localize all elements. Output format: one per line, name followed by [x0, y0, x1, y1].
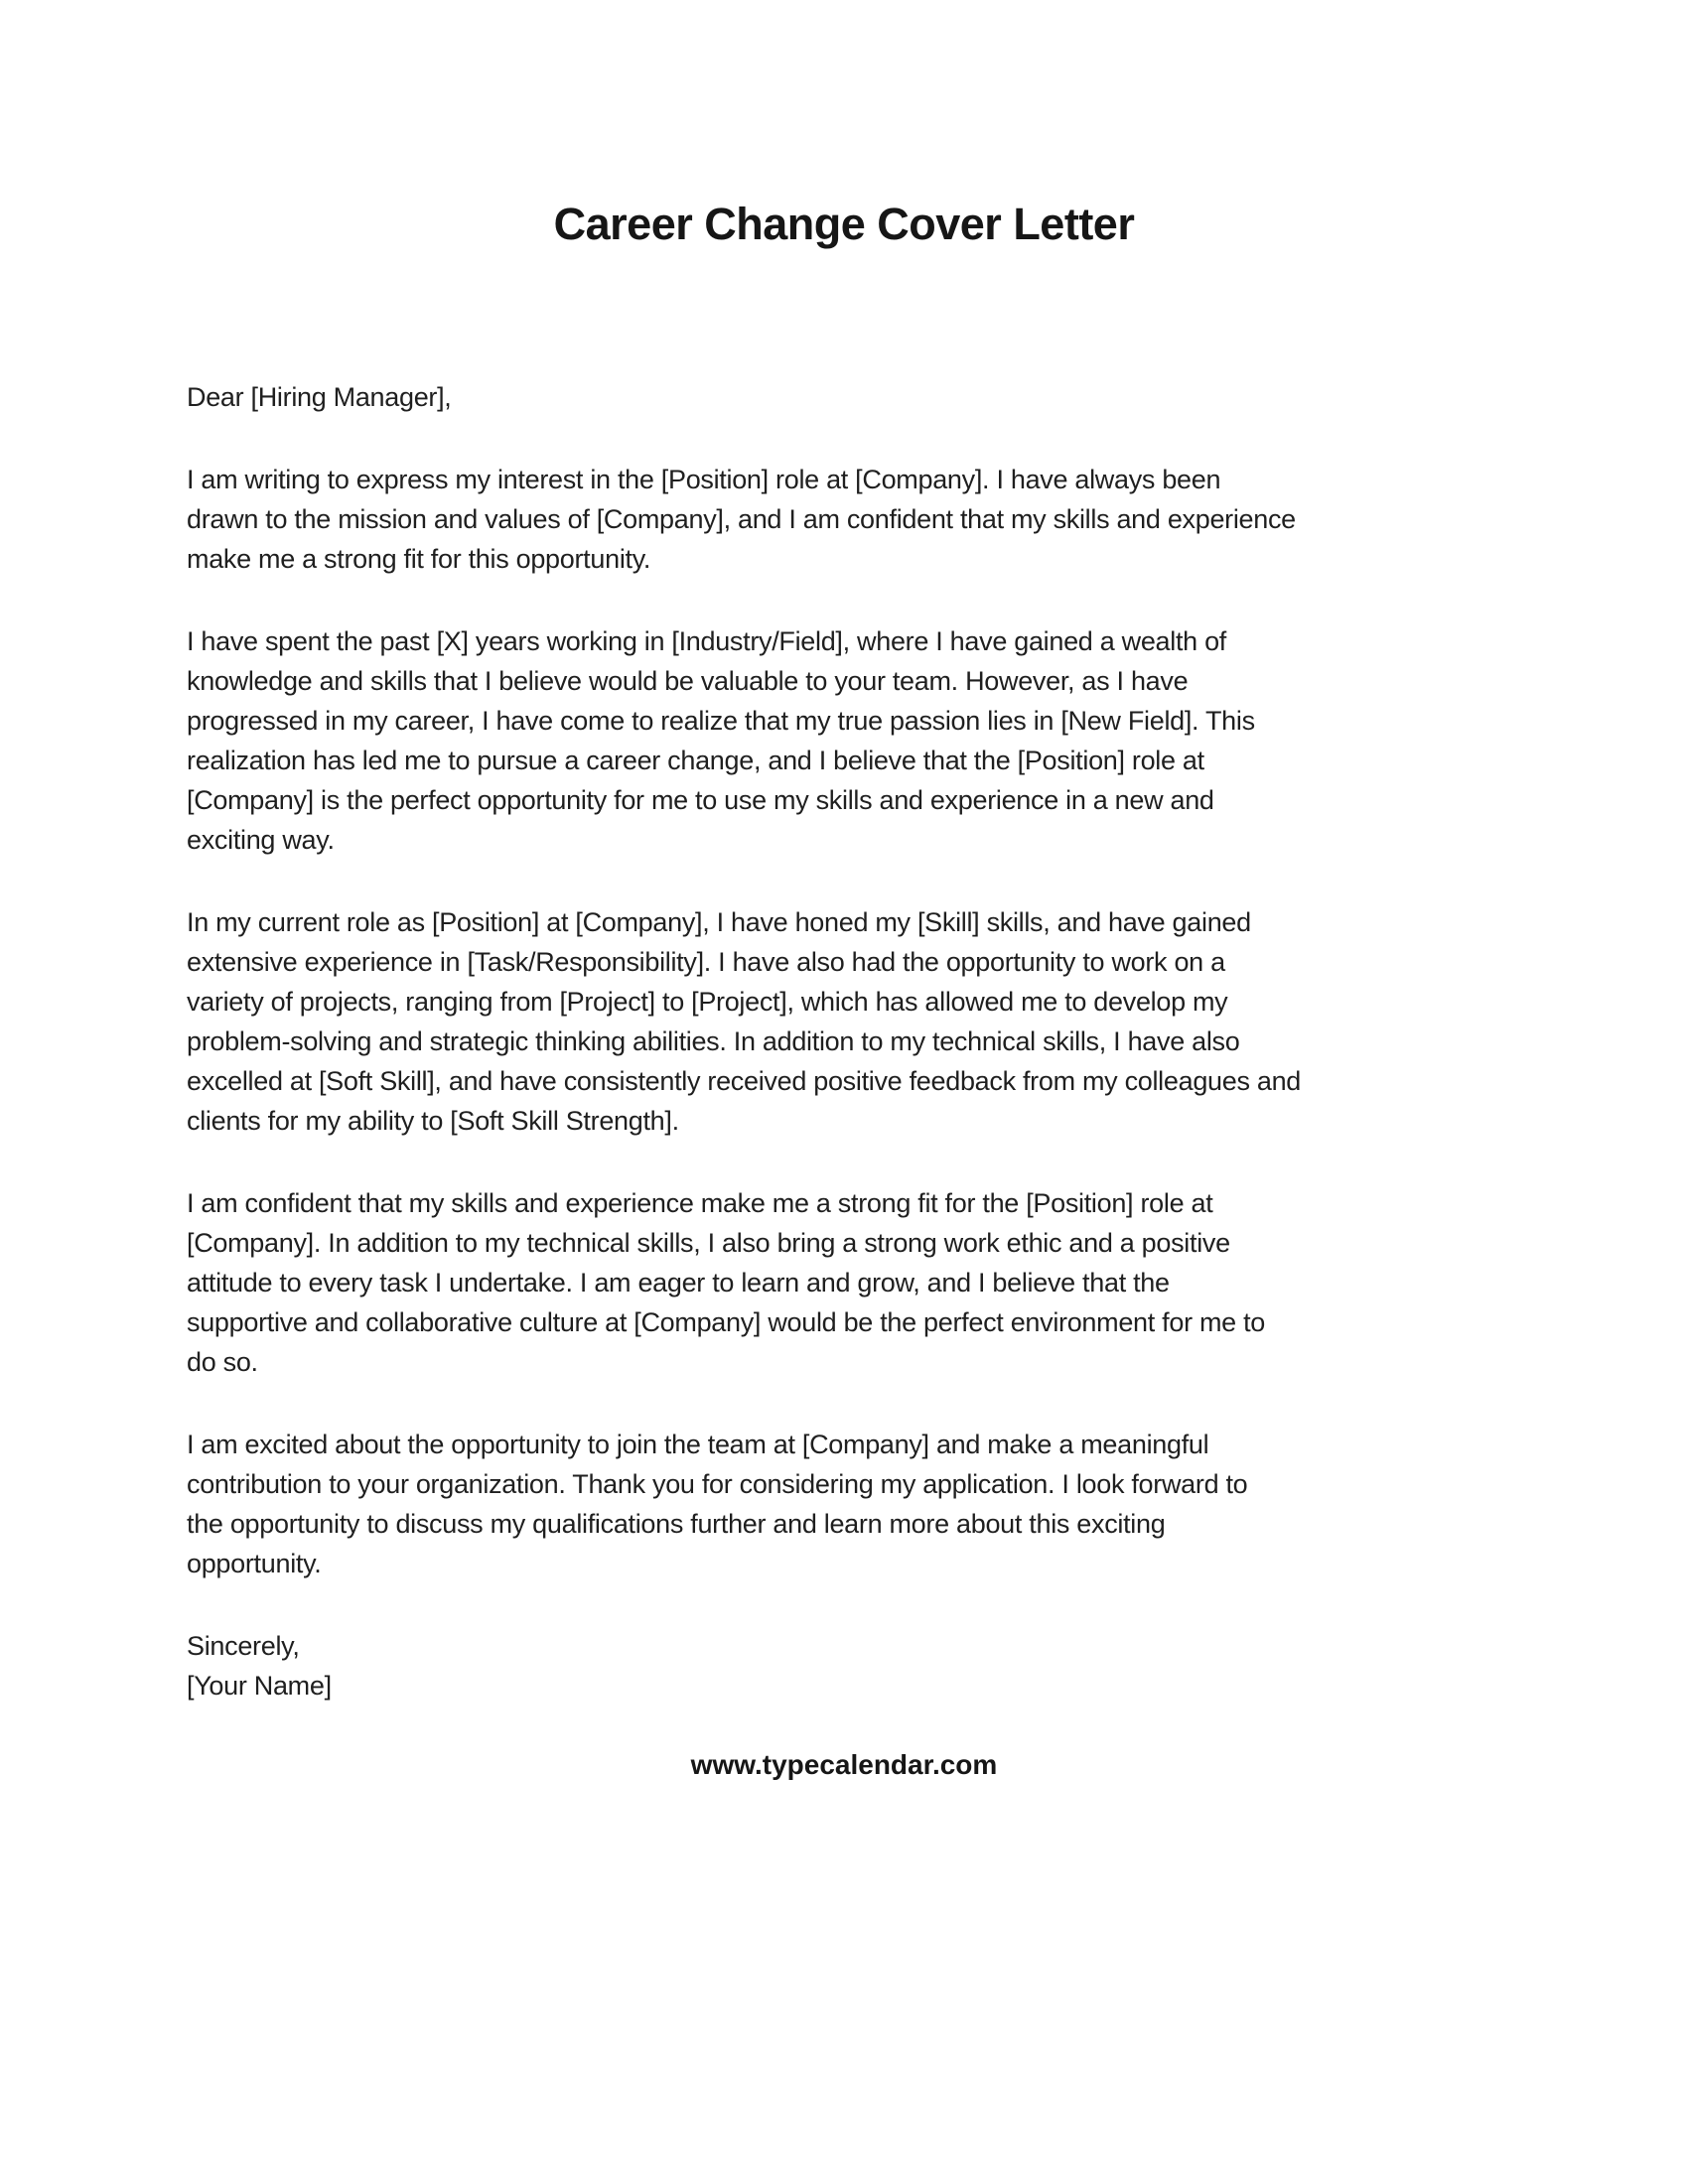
paragraph-line: I am excited about the opportunity to join the team at [Company] and make a meaningful	[187, 1430, 1209, 1459]
paragraph-line: In my current role as [Position] at [Company], I have honed my [Skill] skills, and have gained	[187, 907, 1251, 937]
paragraph-line: [Company]. In addition to my technical skills, I also bring a strong work ethic and a positive	[187, 1228, 1230, 1258]
paragraph-line: clients for my ability to [Soft Skill Strength].	[187, 1106, 679, 1136]
paragraph-line: do so.	[187, 1347, 258, 1377]
paragraph-line: make me a strong fit for this opportunity.	[187, 544, 651, 574]
paragraph-line: I am writing to express my interest in the [Position] role at [Company]. I have always been	[187, 465, 1221, 494]
letter-body	[187, 377, 1542, 1748]
paragraph-line: problem-solving and strategic thinking abilities. In addition to my technical skills, I have also	[187, 1026, 1240, 1056]
paragraph-line: contribution to your organization. Thank you for considering my application. I look forward to	[187, 1469, 1248, 1499]
paragraph-1	[187, 460, 1542, 579]
salutation-line: Dear [Hiring Manager],	[187, 382, 452, 412]
closing	[187, 1626, 1542, 1706]
paragraph-line: the opportunity to discuss my qualifications further and learn more about this exciting	[187, 1509, 1166, 1539]
paragraph-2	[187, 621, 1542, 860]
paragraph-line: variety of projects, ranging from [Project] to [Project], which has allowed me to develop my	[187, 987, 1228, 1017]
paragraph-line: opportunity.	[187, 1549, 322, 1578]
paragraph-3	[187, 902, 1542, 1141]
paragraph-line: extensive experience in [Task/Responsibility]. I have also had the opportunity to work on a	[187, 947, 1225, 977]
paragraph-line: knowledge and skills that I believe would be valuable to your team. However, as I have	[187, 666, 1189, 696]
closing-signature: [Your Name]	[187, 1671, 332, 1701]
paragraph-line: progressed in my career, I have come to realize that my true passion lies in [New Field]. This	[187, 706, 1255, 736]
paragraph-line: [Company] is the perfect opportunity for me to use my skills and experience in a new and	[187, 785, 1214, 815]
paragraph-line: supportive and collaborative culture at [Company] would be the perfect environment for me to	[187, 1307, 1266, 1337]
paragraph-line: drawn to the mission and values of [Company], and I am confident that my skills and experience	[187, 504, 1296, 534]
salutation	[187, 377, 1542, 417]
paragraph-line: exciting way.	[187, 825, 335, 855]
paragraph-line: realization has led me to pursue a career change, and I believe that the [Position] role at	[187, 746, 1204, 775]
footer-website-text: www.typecalendar.com	[690, 1749, 998, 1780]
paragraph-5	[187, 1425, 1542, 1583]
paragraph-line: I am confident that my skills and experience make me a strong fit for the [Position] role at	[187, 1188, 1213, 1218]
paragraph-line: I have spent the past [X] years working in [Industry/Field], where I have gained a wealth of	[187, 626, 1226, 656]
paragraph-line: attitude to every task I undertake. I am eager to learn and grow, and I believe that the	[187, 1268, 1170, 1297]
paragraph-4	[187, 1183, 1542, 1382]
closing-valediction: Sincerely,	[187, 1631, 300, 1661]
paragraph-line: excelled at [Soft Skill], and have consistently received positive feedback from my colleagues and	[187, 1066, 1302, 1096]
document-title: Career Change Cover Letter	[553, 199, 1135, 249]
